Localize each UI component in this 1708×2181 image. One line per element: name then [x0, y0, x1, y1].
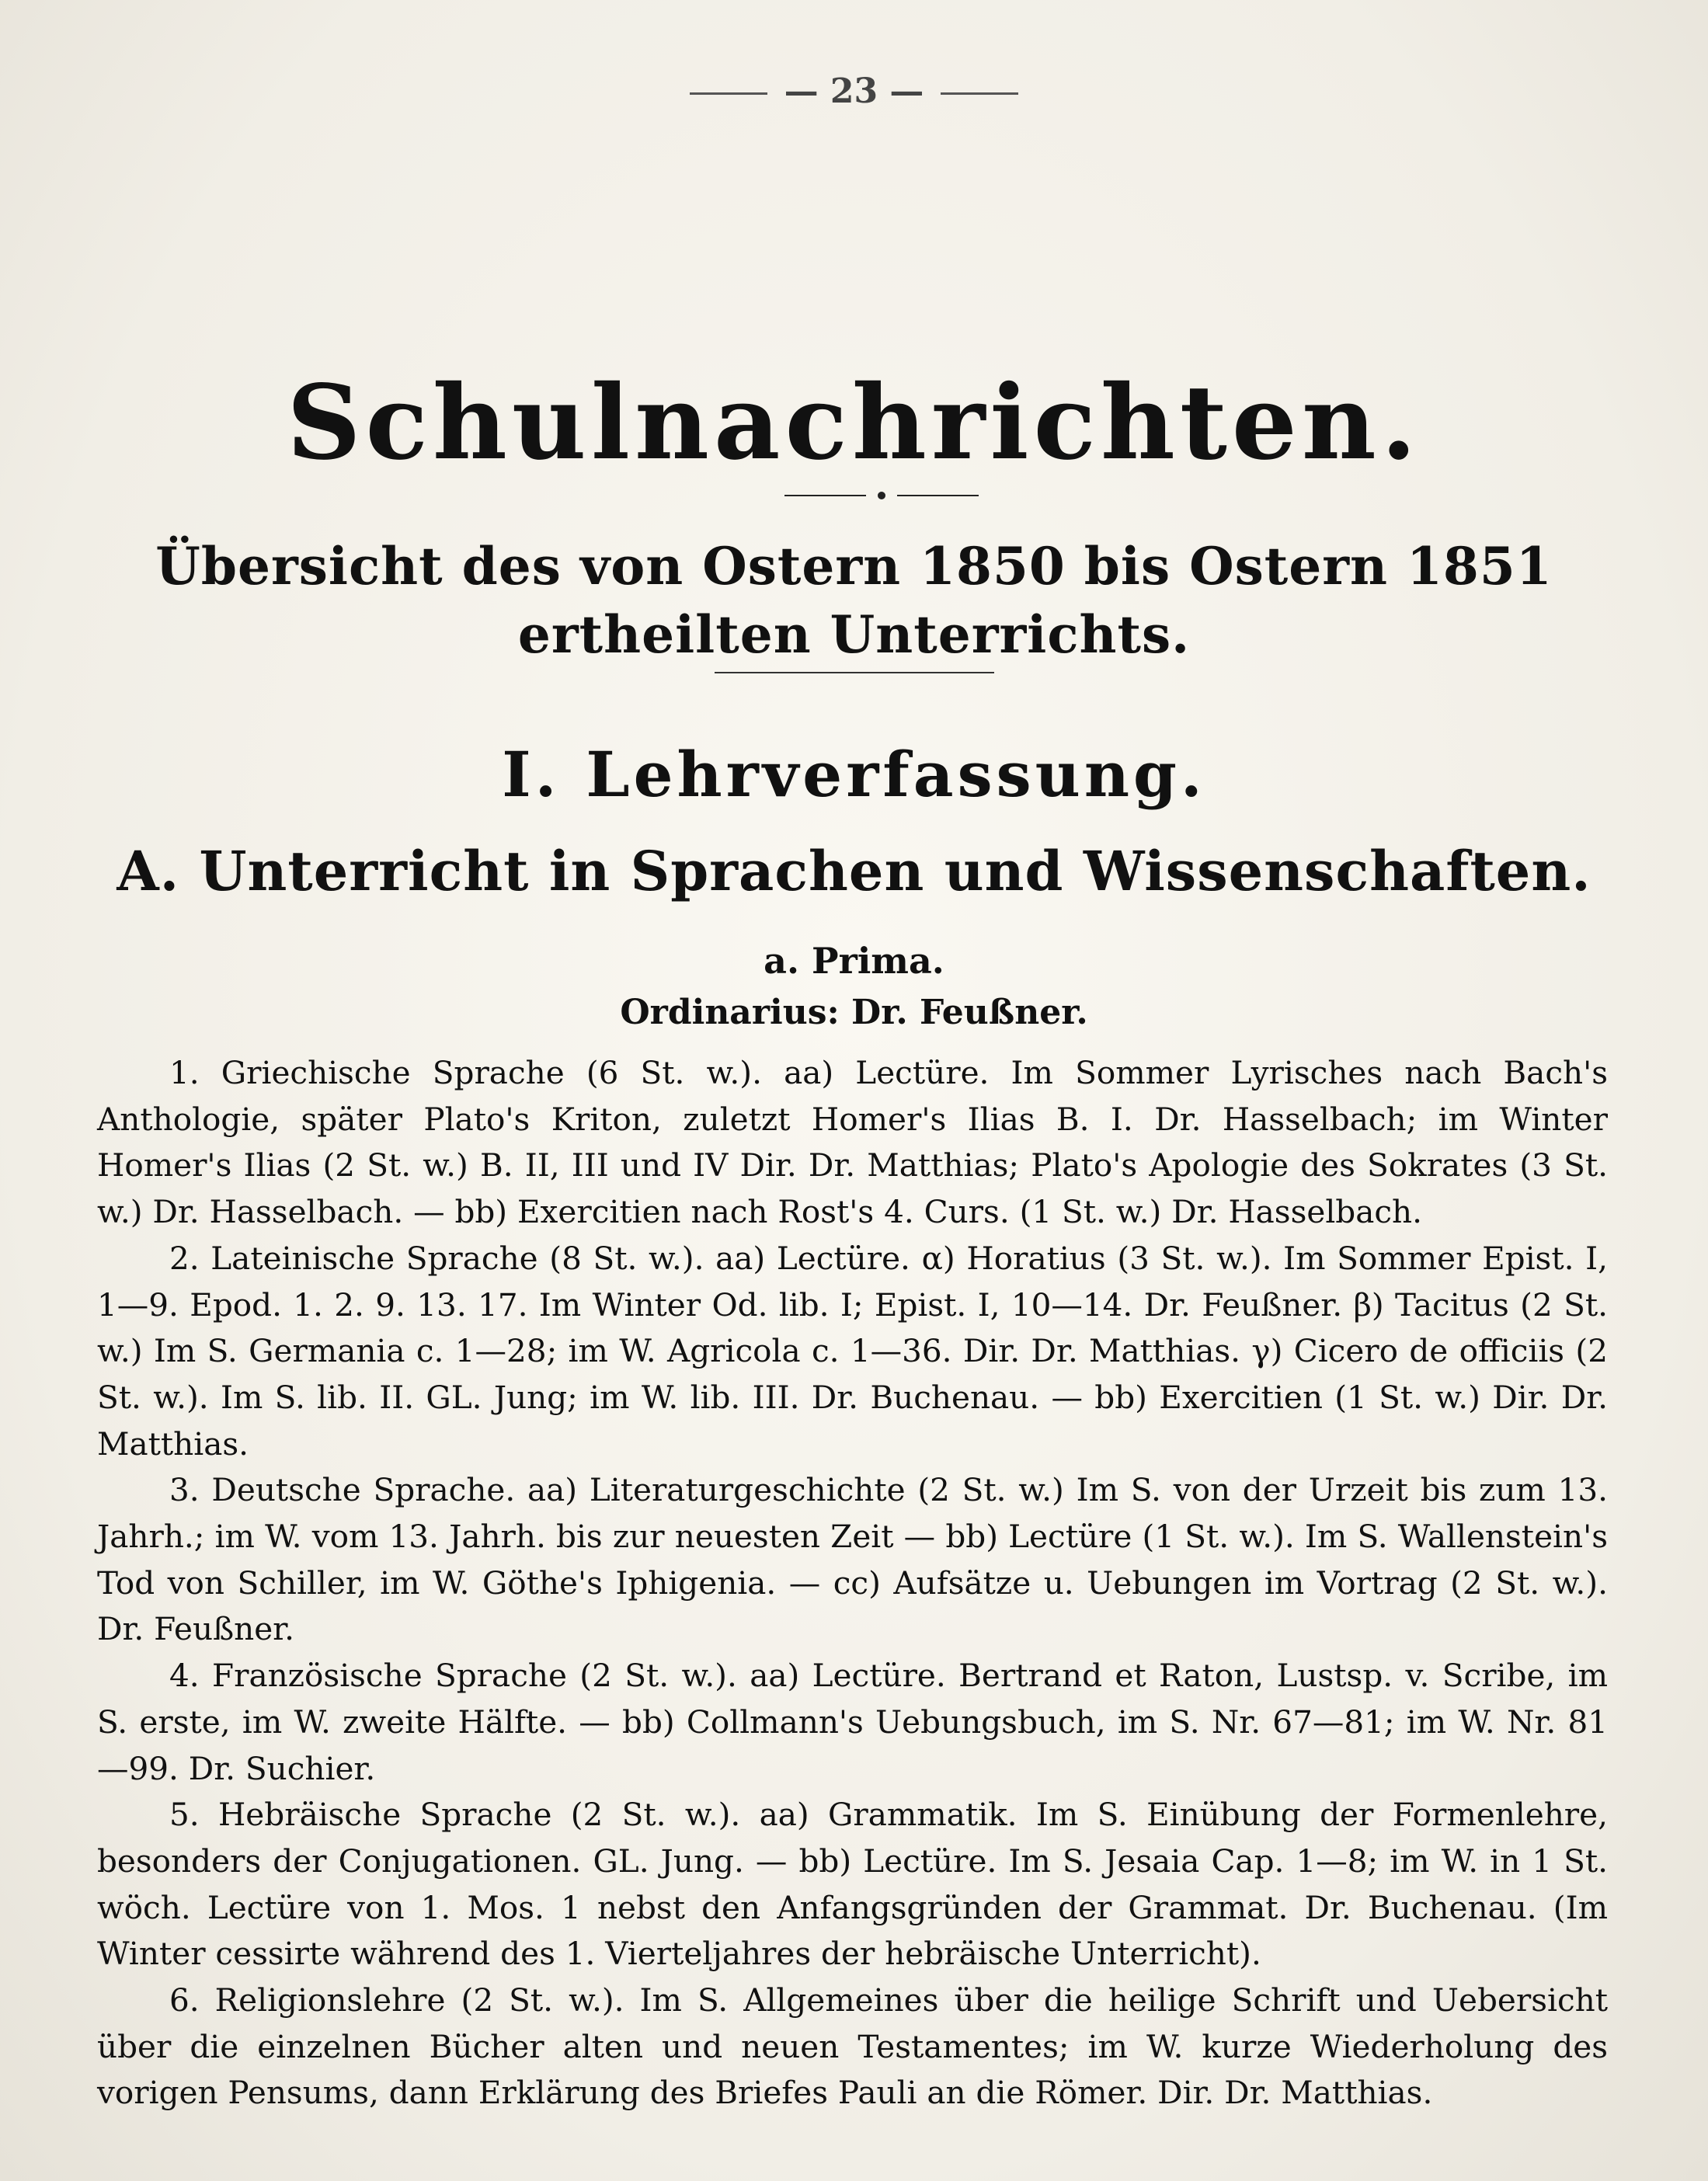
subtitle-rule	[715, 672, 994, 673]
page-number	[0, 71, 1708, 111]
ordinarius-line: Ordinarius: Dr. Feußner.	[620, 993, 1088, 1032]
page-number-text: — 23 —	[784, 71, 924, 111]
bleed-through-texture	[93, 148, 1631, 197]
body-text	[97, 1050, 1608, 2117]
paragraph-greek: 1. Griechische Sprache (6 St. w.). aa) Lectüre. Im Sommer Lyrisches nach Bach's Anthologie, später Plato's Kriton, zuletzt Homer's Ilias B. I. Dr. Hasselbach; im Winter Homer's Ilias (2 St. w.) B. II, III und IV Dir. Dr. Matthias; Plato's Apologie des Sokrates (3 St. w.) Dr. Hasselbach. — bb) Exercitien nach Rost's 4. Curs. (1 St. w.) Dr. Hasselbach.	[97, 1054, 1608, 1231]
paragraph-french: 4. Französische Sprache (2 St. w.). aa) Lectüre. Bertrand et Raton, Lustsp. v. Scribe, im S. erste, im W. zweite Hälfte. — bb) Collmann's Uebungsbuch, im S. Nr. 67—81; im W. Nr. 81—99. Dr. Suchier.	[97, 1657, 1608, 1787]
section-subheading: A. Unterricht in Sprachen und Wissenschaften.	[117, 839, 1591, 903]
subtitle-line-1: Übersicht des von Ostern 1850 bis Ostern 1851	[155, 536, 1553, 597]
paragraph-hebrew: 5. Hebräische Sprache (2 St. w.). aa) Grammatik. Im S. Einübung der Formenlehre, besonders der Conjugationen. GL. Jung. — bb) Lectüre. Im S. Jesaia Cap. 1—8; im W. in 1 St. wöch. Lectüre von 1. Mos. 1 nebst den Anfangsgründen der Grammat. Dr. Buchenau. (Im Winter cessirte während des 1. Vierteljahres der hebräische Unterricht).	[97, 1796, 1608, 1973]
subtitle-line-2: ertheilten Unterrichts.	[517, 604, 1191, 665]
page-number-rule-right	[941, 92, 1018, 95]
section-heading: I. Lehrverfassung.	[502, 738, 1206, 811]
class-heading: a. Prima.	[764, 940, 944, 982]
ornament-divider	[784, 491, 979, 500]
paragraph-religion: 6. Religionslehre (2 St. w.). Im S. Allgemeines über die heilige Schrift und Uebersicht über die einzelnen Bücher alten und neuen Testamentes; im W. kurze Wiederholung des vorigen Pensums, dann Erklärung des Briefes Pauli an die Römer. Dir. Dr. Matthias.	[97, 1981, 1608, 2112]
page-title: Schulnachrichten.	[287, 363, 1421, 483]
page-number-rule-left	[690, 92, 767, 95]
paragraph-german: 3. Deutsche Sprache. aa) Literaturgeschichte (2 St. w.) Im S. von der Urzeit bis zum 13. Jahrh.; im W. vom 13. Jahrh. bis zur neuesten Zeit — bb) Lectüre (1 St. w.). Im S. Wallenstein's Tod von Schiller, im W. Göthe's Iphigenia. — cc) Aufsätze u. Uebungen im Vortrag (2 St. w.). Dr. Feußner.	[97, 1471, 1608, 1648]
paragraph-latin: 2. Lateinische Sprache (8 St. w.). aa) Lectüre. α) Horatius (3 St. w.). Im Sommer Epist. I, 1—9. Epod. 1. 2. 9. 13. 17. Im Winter Od. lib. I; Epist. I, 10—14. Dr. Feußner. β) Tacitus (2 St. w.) Im S. Germania c. 1—28; im W. Agricola c. 1—36. Dir. Dr. Matthias. γ) Cicero de officiis (2 St. w.). Im S. lib. II. GL. Jung; im W. lib. III. Dr. Buchenau. — bb) Exercitien (1 St. w.) Dir. Dr. Matthias.	[97, 1239, 1608, 1463]
